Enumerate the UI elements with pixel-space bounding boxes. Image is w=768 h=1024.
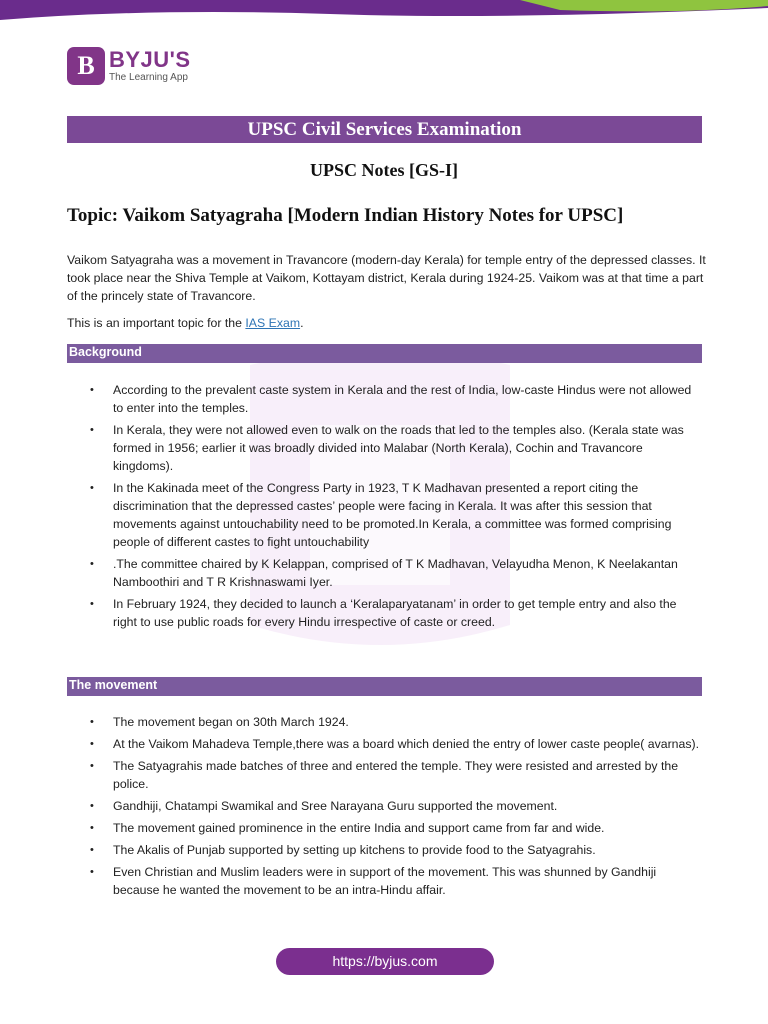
list-item: • At the Vaikom Mahadeva Temple,there was a board which denied the entry of lower caste people( avarnas). — [113, 735, 703, 753]
logo-badge: B — [67, 47, 105, 85]
header-swoosh — [0, 0, 768, 30]
footer-url-link[interactable]: https://byjus.com — [276, 948, 494, 975]
list-item: • Gandhiji, Chatampi Swamikal and Sree Narayana Guru supported the movement. — [113, 797, 703, 815]
exam-title-banner: UPSC Civil Services Examination — [67, 116, 702, 143]
ias-exam-link[interactable]: IAS Exam — [245, 316, 301, 330]
topic-heading: Topic: Vaikom Satyagraha [Modern Indian History Notes for UPSC] — [67, 205, 624, 226]
list-item: • .The committee chaired by K Kelappan, comprised of T K Madhavan, Velayudha Menon, K Neelakantan Namboothiri and T R Krishnaswami Iyer. — [113, 555, 703, 591]
intro-paragraph: Vaikom Satyagraha was a movement in Travancore (modern-day Kerala) for temple entry of the depressed classes. It took place near the Shiva Temple at Vaikom, Kottayam district, Kerala during 1924-25. Vaikom was at that time a part of the princely state of Travancore. — [67, 253, 706, 303]
list-item: • The Akalis of Punjab supported by setting up kitchens to provide food to the Satyagrahis. — [113, 841, 703, 859]
list-item: • The movement gained prominence in the entire India and support came from far and wide. — [113, 819, 703, 837]
list-item: • The Satyagrahis made batches of three and entered the temple. They were resisted and arrested by the police. — [113, 757, 703, 793]
byjus-logo[interactable] — [67, 45, 191, 87]
logo-name: BYJU'S — [109, 47, 191, 72]
background-list — [113, 381, 703, 635]
background-heading: Background — [67, 344, 702, 363]
notes-title: UPSC Notes [GS-I] — [310, 160, 458, 180]
list-item: • In Kerala, they were not allowed even to walk on the roads that led to the temples also. (Kerala state was formed in 1956; earlier it was broadly divided into Malabar (North Kerala), Cochin and Travancore kingdoms). — [113, 421, 703, 475]
list-item: • According to the prevalent caste system in Kerala and the rest of India, low-caste Hindus were not allowed to enter into the temples. — [113, 381, 703, 417]
list-item: • Even Christian and Muslim leaders were in support of the movement. This was shunned by Gandhiji because he wanted the movement to be an intra-Hindu affair. — [113, 863, 703, 899]
movement-heading: The movement — [67, 677, 702, 696]
logo-tagline: The Learning App — [109, 72, 188, 83]
movement-list — [113, 713, 703, 903]
important-suffix: . — [300, 316, 304, 330]
list-item: • The movement began on 30th March 1924. — [113, 713, 703, 731]
list-item: • In the Kakinada meet of the Congress Party in 1923, T K Madhavan presented a report citing the discrimination that the depressed castes’ people were facing in Kerala. It was after this session that movements against untouchability need to be promoted.In Kerala, a committee was formed comprising people of different castes to fight untouchability — [113, 479, 703, 551]
important-prefix: This is an important topic for the — [67, 316, 246, 330]
important-note — [67, 316, 303, 330]
list-item: • In February 1924, they decided to launch a ‘Keralaparyatanam’ in order to get temple entry and also the right to use public roads for every Hindu irrespective of caste or creed. — [113, 595, 703, 631]
